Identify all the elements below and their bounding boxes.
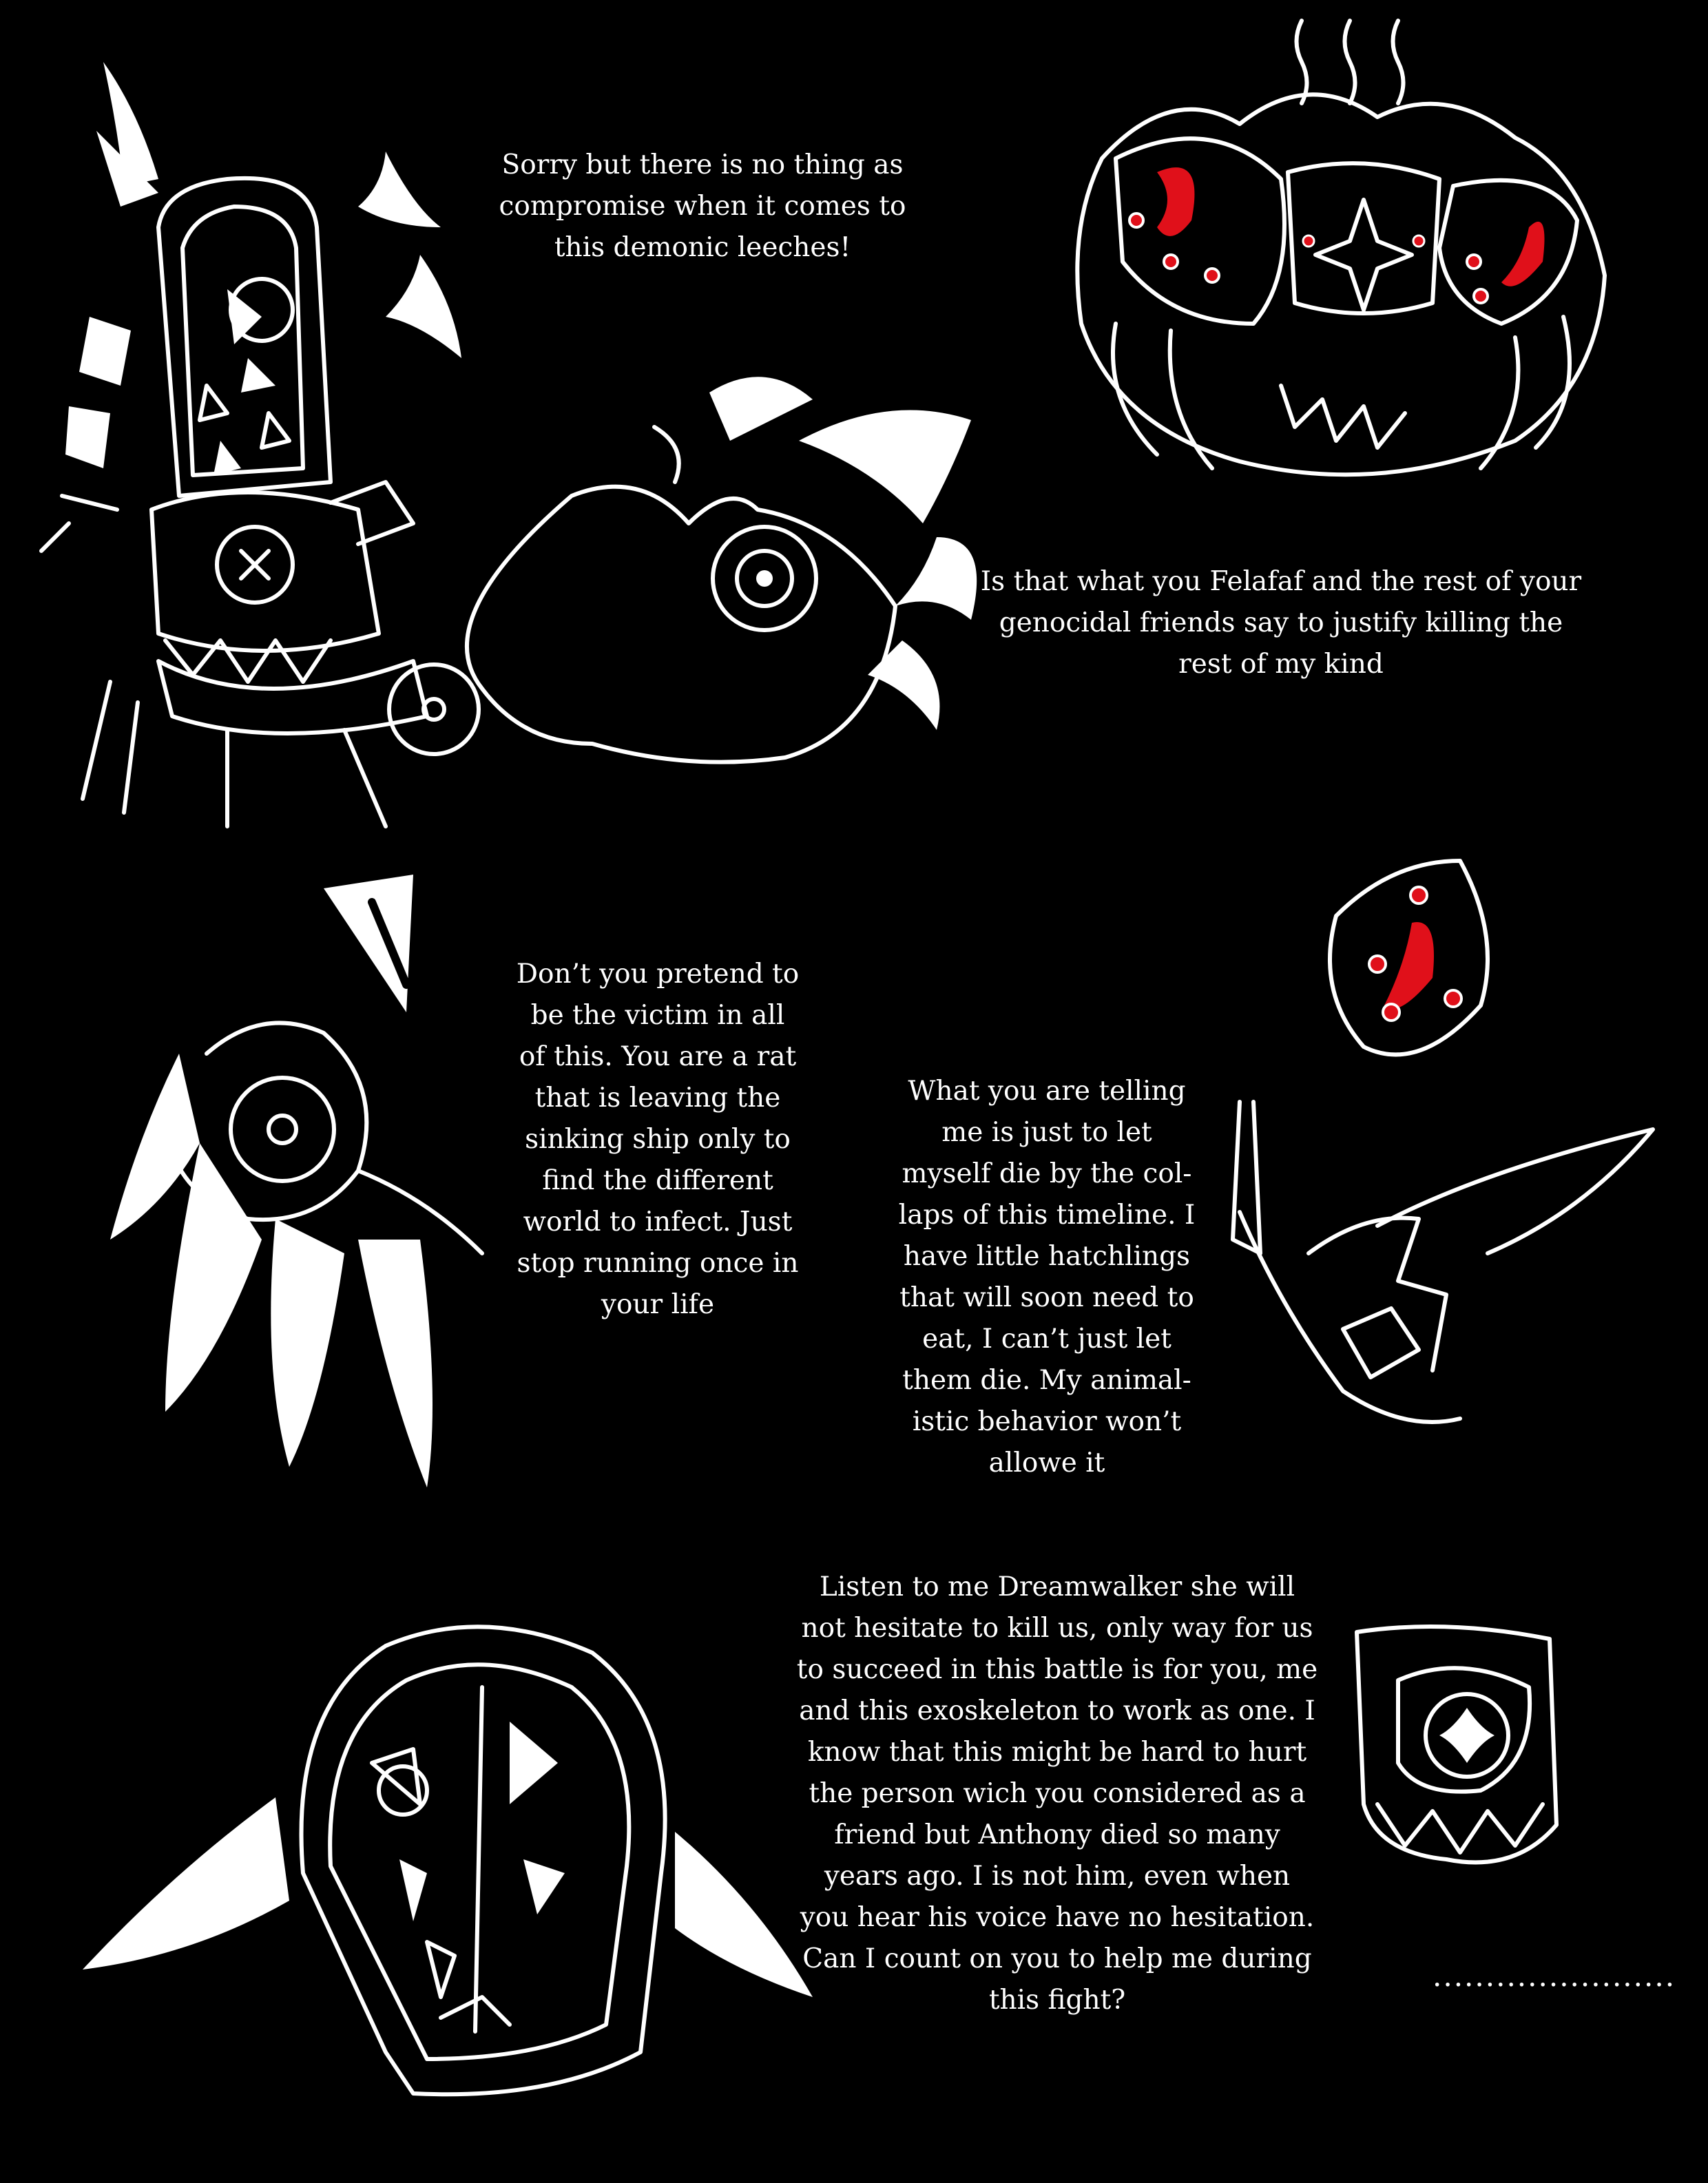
eye-beast-creature [389,377,977,762]
dialogue-caption-5: Listen to me Dreamwalker she will not hesitate to kill us, only way for us to succeed in this battle is for you, me and this exoskeleton to work as one. I know that this might be hard to hurt the person wich you considered as a friend but Anthony died so many years ago. I is not him, even when you hear his voice have no hesitation. Can I count on you to help me during this fight? [796,1571,1318,2016]
spider-demon-face [1077,21,1605,474]
winged-eye-creature [110,875,482,1487]
dialogue-caption-4: What you are telling me is just to let myself die by the col- laps of this timeline. I have little hatchlings that will soon need to eat, I can’t just let them die. My animal- istic behavior won’t allowe it [898,1076,1196,1479]
exoskeleton-heart [1357,1627,1556,1862]
winged-skull-helmet [83,1627,813,2094]
horned-knight-creature [41,62,461,826]
red-eye-claw-creature [1233,861,1653,1422]
dialogue-caption-2: Is that what you Felafaf and the rest of your genocidal friends say to justify killing the rest of my kind [980,566,1582,680]
silent-reply-dots: ....................... [1433,1959,1676,1993]
dialogue-caption-1: Sorry but there is no thing as compromise when it comes to this demonic leeches! [499,149,906,263]
dialogue-caption-3: Don’t you pretend to be the victim in all of this. You are a rat that is leaving the sinking ship only to find the different world to infect. Just stop running once in your life [516,959,800,1320]
